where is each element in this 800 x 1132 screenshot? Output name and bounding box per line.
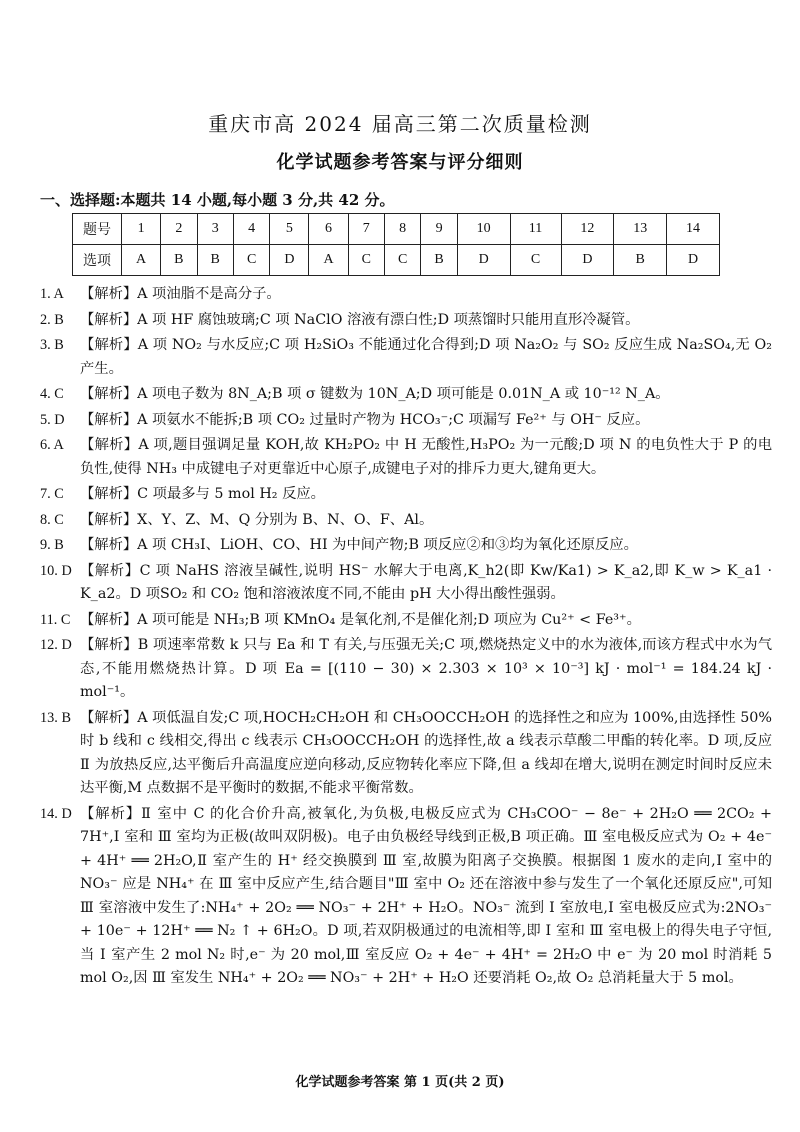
- answer-cell: C: [233, 245, 269, 276]
- table-row-label: 选项: [73, 245, 122, 276]
- question-number: 2: [161, 214, 197, 245]
- explanation-list: [40, 283, 772, 993]
- explanation-text: 【解析】A 项氨水不能拆;B 项 CO₂ 过量时产物为 HCO₃⁻;C 项漏写 Fe²⁺ 与 OH⁻ 反应。: [80, 411, 650, 428]
- page-footer: 化学试题参考答案 第 1 页(共 2 页): [295, 1075, 505, 1090]
- explanation-text: 【解析】A 项油脂不是高分子。: [80, 286, 281, 302]
- question-number: 4: [233, 214, 269, 245]
- explanation-item: [40, 634, 772, 705]
- explanation-item: [40, 283, 772, 307]
- question-number: 6: [309, 214, 348, 245]
- explanation-number: 1. A: [40, 286, 64, 302]
- question-number: 5: [270, 214, 309, 245]
- explanation-text: 【解析】A 项电子数为 8N_A;B 项 σ 键数为 10N_A;D 项可能是 0.01N_A 或 10⁻¹² N_A。: [80, 386, 670, 402]
- question-number: 13: [614, 214, 667, 245]
- answer-cell: B: [161, 245, 197, 276]
- page-subtitle: 化学试题参考答案与评分细则: [276, 152, 524, 173]
- explanation-text: 【解析】A 项 HF 腐蚀玻璃;C 项 NaClO 溶液有漂白性;D 项蒸馏时只能用直形冷凝管。: [80, 311, 640, 328]
- section-heading: 一、选择题:本题共 14 小题,每小题 3 分,共 42 分。: [40, 191, 395, 209]
- explanation-number: 5. D: [40, 411, 65, 428]
- explanation-item: [40, 803, 772, 991]
- explanation-number: 2. B: [40, 311, 64, 328]
- explanation-text: 【解析】A 项低温自发;C 项,HOCH₂CH₂OH 和 CH₃OOCCH₂OH 的选择性之和应为 100%,由选择性 50% 时 b 线和 c 线相交,得出 c 线表示 CH₃OOCCH₂OH 的选择性,故 a 线表示草酸二甲酯的转化率。D 项,反应 Ⅱ 为放热反应,达平衡后升高温度应逆向移动,反应物转化率应下降,但 a 线却在增大,说明在测定时间时反应未达平衡,M 点数据不是平衡时的数据,不能求平衡常数。: [80, 709, 772, 796]
- explanation-text: 【解析】A 项,题目强调足量 KOH,故 KH₂PO₂ 中 H 无酸性,H₃PO₂ 为一元酸;D 项 N 的电负性大于 P 的电负性,使得 NH₃ 中成键电子对更靠近中心原子,成键电子对的排斥力更大,键角更大。: [80, 437, 772, 477]
- explanation-item: [40, 309, 772, 333]
- answer-cell: D: [667, 245, 720, 276]
- answer-cell: B: [421, 245, 457, 276]
- explanation-item: [40, 383, 772, 407]
- question-number: 1: [122, 214, 161, 245]
- explanation-text: 【解析】A 项 CH₃I、LiOH、CO、HI 为中间产物;B 项反应②和③均为氧化还原反应。: [80, 537, 638, 553]
- answer-cell: B: [197, 245, 233, 276]
- explanation-text: 【解析】B 项速率常数 k 只与 Ea 和 T 有关,与压强无关;C 项,燃烧热定义中的水为液体,而该方程式中水为气态,不能用燃烧热计算。D 项 Ea = [(110 − 30) × 2.303 × 10³ × 10⁻³] kJ · mol⁻¹ = 184.24 kJ · mol⁻¹。: [80, 637, 772, 700]
- explanation-item: [40, 483, 772, 507]
- explanation-number: 3. B: [40, 337, 64, 353]
- explanation-item: [40, 334, 772, 381]
- answer-cell: A: [309, 245, 348, 276]
- explanation-number: 4. C: [40, 386, 64, 402]
- answer-table-number-row: [73, 214, 720, 245]
- answer-cell: B: [614, 245, 667, 276]
- table-row-label: 题号: [73, 214, 122, 245]
- explanation-item: [40, 534, 772, 558]
- question-number: 7: [348, 214, 384, 245]
- explanation-item: [40, 509, 772, 533]
- question-number: 9: [421, 214, 457, 245]
- explanation-item: [40, 560, 772, 607]
- explanation-number: 6. A: [40, 437, 64, 453]
- explanation-text: 【解析】C 项最多与 5 mol H₂ 反应。: [80, 486, 325, 502]
- explanation-number: 10. D: [40, 562, 72, 579]
- question-number: 10: [457, 214, 510, 245]
- answer-cell: D: [561, 245, 614, 276]
- question-number: 11: [510, 214, 561, 245]
- explanation-item: [40, 434, 772, 481]
- answer-cell: C: [510, 245, 561, 276]
- answer-cell: D: [270, 245, 309, 276]
- explanation-text: 【解析】C 项 NaHS 溶液呈碱性,说明 HS⁻ 水解大于电离,K_h2(即 Kw/Ka1) > K_a2,即 K_w > K_a1 · K_a2。D 项SO₂ 和 CO₂ 饱和溶液浓度不同,不能由 pH 大小得出酸性强弱。: [80, 562, 772, 602]
- explanation-text: 【解析】Ⅱ 室中 C 的化合价升高,被氧化,为负极,电极反应式为 CH₃COO⁻ − 8e⁻ + 2H₂O ══ 2CO₂ + 7H⁺,Ⅰ 室和 Ⅲ 室均为正极(故叫双阴极)。电子由负极经导线到正极,B 项正确。Ⅲ 室电极反应式为 O₂ + 4e⁻ + 4H⁺ ══ 2H₂O,Ⅱ 室产生的 H⁺ 经交换膜到 Ⅲ 室,故膜为阳离子交换膜。根据图 1 废水的走向,Ⅰ 室中的 NO₃⁻ 应是 NH₄⁺ 在 Ⅲ 室中反应产生,结合题目"Ⅲ 室中 O₂ 还在溶液中参与发生了一个氧化还原反应",可知 Ⅲ 室溶液中发生了:NH₄⁺ + 2O₂ ══ NO₃⁻ + 2H⁺ + H₂O。NO₃⁻ 流到 Ⅰ 室放电,Ⅰ 室电极反应式为:2NO₃⁻ + 10e⁻ + 12H⁺ ══ N₂ ↑ + 6H₂O。D 项,若双阴极通过的电流相等,即 Ⅰ 室和 Ⅲ 室电极上的得失电子守恒,当 Ⅰ 室产生 2 mol N₂ 时,e⁻ 为 20 mol,Ⅲ 室反应 O₂ + 4e⁻ + 4H⁺ = 2H₂O 中 e⁻ 为 20 mol 时消耗 5 mol O₂,因 Ⅲ 室发生 NH₄⁺ + 2O₂ ══ NO₃⁻ + 2H⁺ + H₂O 还要消耗 O₂,故 O₂ 总消耗量大于 5 mol。: [80, 805, 772, 986]
- explanation-number: 12. D: [40, 637, 72, 653]
- explanation-text: 【解析】A 项 NO₂ 与水反应;C 项 H₂SiO₃ 不能通过化合得到;D 项 Na₂O₂ 与 SO₂ 反应生成 Na₂SO₄,无 O₂ 产生。: [80, 337, 772, 377]
- explanation-item: [40, 707, 772, 801]
- explanation-text: 【解析】A 项可能是 NH₃;B 项 KMnO₄ 是氧化剂,不是催化剂;D 项应为 Cu²⁺ < Fe³⁺。: [80, 611, 641, 628]
- explanation-number: 8. C: [40, 511, 64, 528]
- answer-cell: D: [457, 245, 510, 276]
- explanation-text: 【解析】X、Y、Z、M、Q 分别为 B、N、O、F、Al。: [80, 511, 434, 528]
- question-number: 8: [384, 214, 420, 245]
- answer-table-answer-row: [73, 245, 720, 276]
- answer-table: [72, 213, 720, 276]
- explanation-item: [40, 609, 772, 633]
- answer-cell: C: [384, 245, 420, 276]
- answer-cell: C: [348, 245, 384, 276]
- question-number: 3: [197, 214, 233, 245]
- explanation-number: 9. B: [40, 537, 64, 553]
- question-number: 14: [667, 214, 720, 245]
- explanation-number: 11. C: [40, 611, 71, 628]
- explanation-number: 14. D: [40, 805, 72, 822]
- explanation-number: 7. C: [40, 486, 64, 502]
- question-number: 12: [561, 214, 614, 245]
- answer-cell: A: [122, 245, 161, 276]
- explanation-item: [40, 409, 772, 433]
- explanation-number: 13. B: [40, 709, 71, 726]
- page-title: 重庆市高 2024 届高三第二次质量检测: [208, 112, 592, 136]
